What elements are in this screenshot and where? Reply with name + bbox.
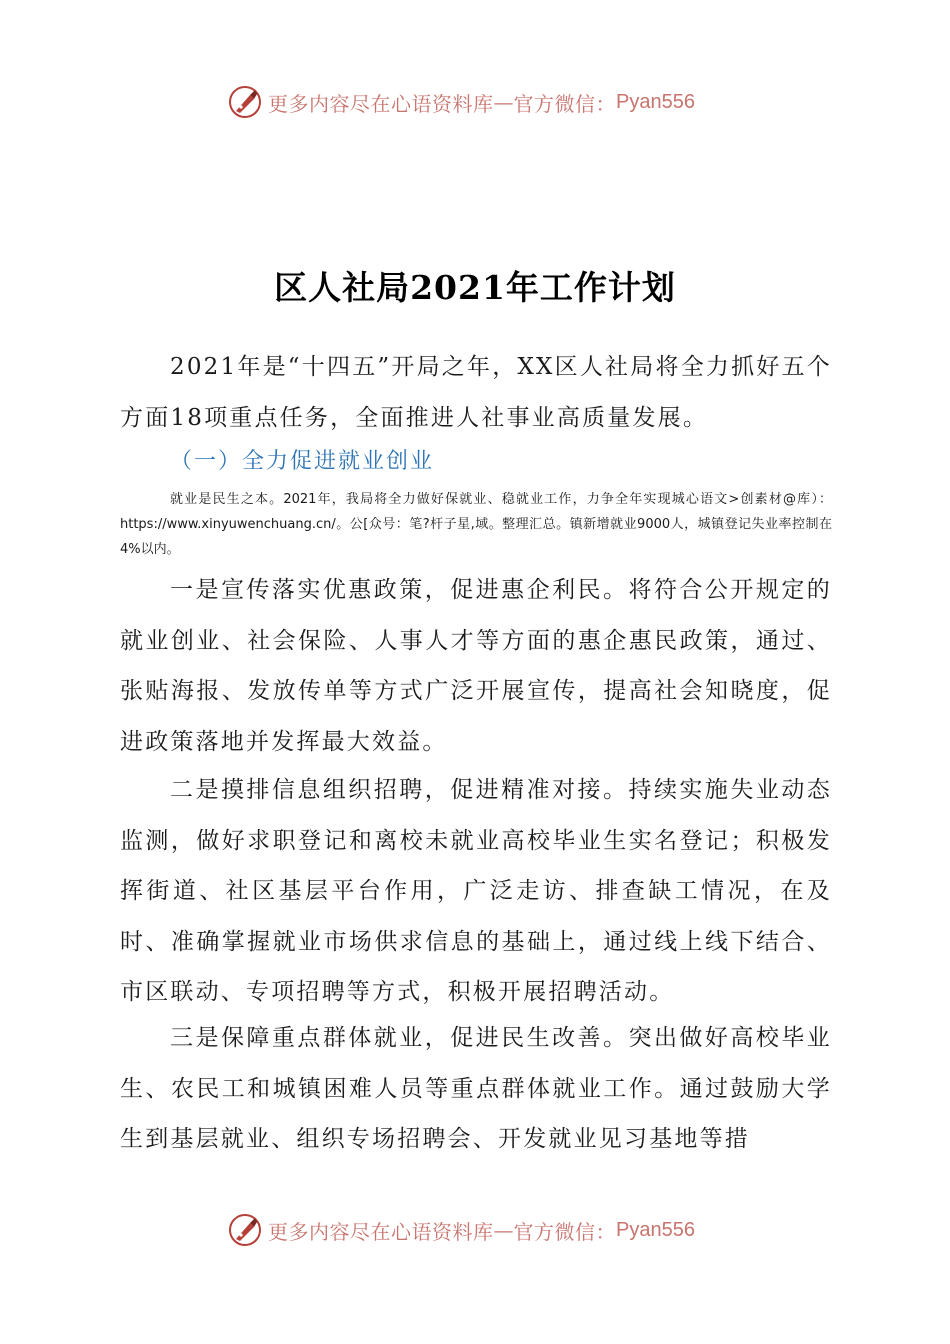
item-one-paragraph: 一是宣传落实优惠政策，促进惠企利民。将符合公开规定的就业创业、社会保险、人事人才等方面的惠企惠民政策，通过、张贴海报、发放传单等方式广泛开展宣传，提高社会知晓度，促进政策落地并发挥最大效益。 [120,577,832,755]
pen-nib-logo-icon [228,85,262,119]
header-banner [228,82,695,122]
banner-text: 更多内容尽在心语资料库 [268,91,494,116]
banner-wechat-label: 官方微信： [513,1219,616,1244]
section-heading: （一）全力促进就业创业 [170,449,435,474]
banner-wechat-id: Pyan556 [616,1218,695,1241]
section-small-paragraph: 就业是民生之本。2021年，我局将全力做好保就业、稳就业工作，力争全年实现城心语文>创素材@库）：https://www.xinyuwenchuang.cn/。公[众号：笔?杆子星,域。整理汇总。镇新增就业9000人，城镇登记失业率控制在4%以内。 [120,492,832,557]
intro-paragraph: 2021年是“十四五”开局之年，XX区人社局将全力抓好五个方面18项重点任务，全面推进人社事业高质量发展。 [120,354,832,431]
footer-banner [228,1210,695,1250]
banner-separator: — [493,90,514,114]
pen-nib-logo-icon [228,1213,262,1247]
banner-wechat-label: 官方微信： [513,91,616,116]
banner-text: 更多内容尽在心语资料库 [268,1219,494,1244]
banner-separator: — [493,1218,514,1242]
banner-wechat-id: Pyan556 [616,90,695,113]
item-two-paragraph: 二是摸排信息组织招聘，促进精准对接。持续实施失业动态监测，做好求职登记和离校未就业高校毕业生实名登记；积极发挥街道、社区基层平台作用，广泛走访、排查缺工情况，在及时、准确掌握就业市场供求信息的基础上，通过线上线下结合、市区联动、专项招聘等方式，积极开展招聘活动。 [120,777,832,1005]
document-title: 区人社局2021年工作计划 [274,268,676,307]
item-three-paragraph: 三是保障重点群体就业，促进民生改善。突出做好高校毕业生、农民工和城镇困难人员等重点群体就业工作。通过鼓励大学生到基层就业、组织专场招聘会、开发就业见习基地等措 [120,1025,832,1152]
